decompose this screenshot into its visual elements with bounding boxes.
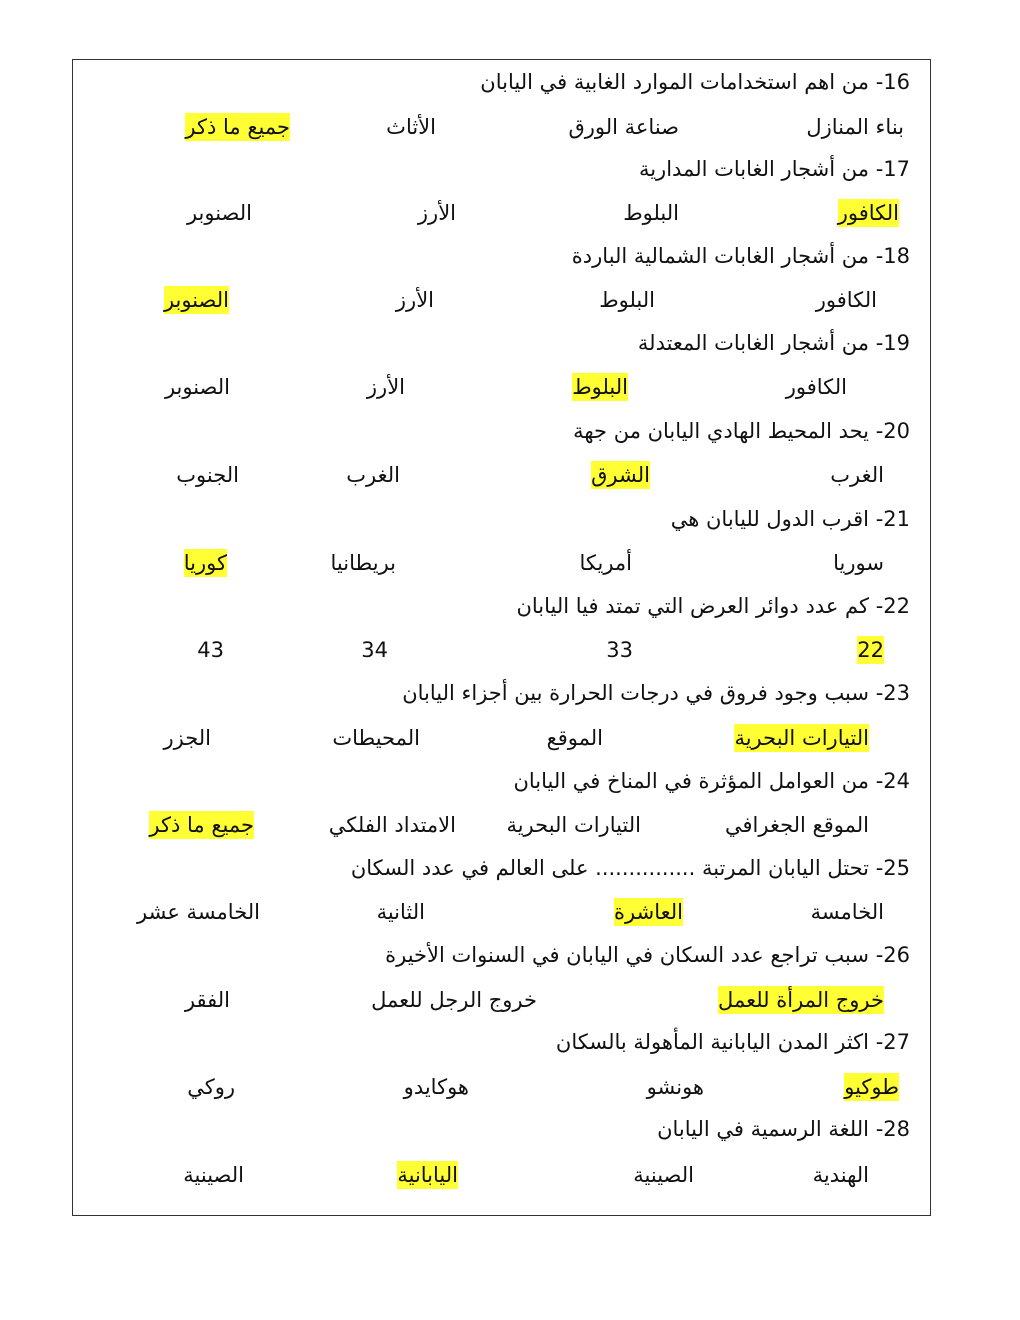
question-16 — [480, 67, 910, 97]
question-24 — [513, 766, 910, 796]
question-number: 20- — [875, 419, 910, 443]
answer-option: الجنوب — [176, 463, 239, 487]
question-number: 24- — [875, 769, 910, 793]
question-28 — [657, 1114, 910, 1144]
question-number: 16- — [875, 70, 910, 94]
question-17 — [639, 154, 910, 184]
answer-option: خروج الرجل للعمل — [371, 988, 537, 1012]
answer-option: 34 — [361, 638, 388, 662]
answer-option: روكي — [187, 1075, 235, 1099]
question-number: 26- — [875, 943, 910, 967]
answer-option: 43 — [197, 638, 224, 662]
question-26 — [385, 940, 910, 970]
question-number: 19- — [875, 331, 910, 355]
question-23 — [402, 678, 910, 708]
question-number: 27- — [875, 1030, 910, 1054]
answer-option: البلوط — [623, 201, 679, 225]
answer-option: الهندية — [812, 1163, 869, 1187]
question-text: اقرب الدول لليابان هي — [670, 507, 869, 531]
answer-option: بريطانيا — [330, 551, 396, 575]
question-text: من العوامل المؤثرة في المناخ في اليابان — [513, 769, 869, 793]
question-25 — [351, 853, 910, 883]
question-text: سبب وجود فروق في درجات الحرارة بين أجزاء اليابان — [402, 681, 869, 705]
question-22 — [516, 591, 910, 621]
answer-option: الموقع — [546, 726, 603, 750]
answer-option: المحيطات — [332, 726, 420, 750]
answer-option: الصنوبر — [186, 201, 252, 225]
answer-option-highlighted: جميع ما ذكر — [149, 813, 254, 837]
answer-option-highlighted: كوريا — [183, 551, 227, 575]
answer-option: التيارات البحرية — [506, 813, 641, 837]
answer-option: الأرز — [366, 375, 405, 399]
question-text: يحد المحيط الهادي اليابان من جهة — [573, 419, 869, 443]
answer-option: صناعة الورق — [568, 115, 679, 139]
question-text: اللغة الرسمية في اليابان — [657, 1117, 869, 1141]
answer-option: الخامسة عشر — [137, 900, 260, 924]
question-20 — [573, 416, 910, 446]
answer-option: الصينية — [183, 1163, 244, 1187]
question-number: 21- — [875, 507, 910, 531]
answer-option: الغرب — [830, 463, 884, 487]
answer-option-highlighted: 22 — [857, 638, 884, 662]
question-21 — [671, 504, 910, 534]
answer-option: الجزر — [163, 726, 211, 750]
question-27 — [556, 1027, 910, 1057]
question-number: 22- — [875, 594, 910, 618]
answer-option: هونشو — [646, 1075, 704, 1099]
question-text: تحتل اليابان المرتبة ............... على العالم في عدد السكان — [350, 856, 869, 880]
answer-option-highlighted: طوكيو — [844, 1075, 899, 1099]
answer-option: الخامسة — [810, 900, 884, 924]
question-text: من أشجار الغابات المعتدلة — [637, 331, 869, 355]
answer-option: البلوط — [599, 288, 655, 312]
question-text: سبب تراجع عدد السكان في اليابان في السنوات الأخيرة — [385, 943, 869, 967]
answer-option: سوريا — [833, 551, 884, 575]
answer-option: الغرب — [346, 463, 400, 487]
answer-option-highlighted: اليابانية — [397, 1163, 458, 1187]
answer-option: الأرز — [417, 201, 456, 225]
question-19 — [638, 328, 910, 358]
question-number: 18- — [875, 244, 910, 268]
question-text: اكثر المدن اليابانية المأهولة بالسكان — [555, 1030, 869, 1054]
answer-option: 33 — [606, 638, 633, 662]
answer-option: أمريكا — [579, 551, 632, 575]
answer-option-highlighted: خروج المرأة للعمل — [718, 988, 884, 1012]
question-number: 23- — [875, 681, 910, 705]
answer-option: الكافور — [785, 375, 847, 399]
answer-option: الصينية — [633, 1163, 694, 1187]
question-text: من أشجار الغابات الشمالية الباردة — [571, 244, 869, 268]
answer-option: الثانية — [376, 900, 425, 924]
question-number: 25- — [875, 856, 910, 880]
question-text: كم عدد دوائر العرض التي تمتد فيا اليابان — [516, 594, 869, 618]
answer-option-highlighted: التيارات البحرية — [734, 726, 869, 750]
answer-option: الفقر — [184, 988, 230, 1012]
question-number: 28- — [875, 1117, 910, 1141]
question-number: 17- — [875, 157, 910, 181]
answer-option: الكافور — [815, 288, 877, 312]
answer-option-highlighted: البلوط — [572, 375, 628, 399]
answer-option-highlighted: العاشرة — [614, 900, 683, 924]
answer-option: بناء المنازل — [806, 115, 904, 139]
question-text: من اهم استخدامات الموارد الغابية في اليابان — [480, 70, 869, 94]
answer-option-highlighted: جميع ما ذكر — [185, 115, 290, 139]
answer-option-highlighted: الصنوبر — [163, 288, 229, 312]
answer-option: الصنوبر — [164, 375, 230, 399]
answer-option: الأرز — [395, 288, 434, 312]
answer-option: الامتداد الفلكي — [328, 813, 456, 837]
answer-option: الموقع الجغرافي — [725, 813, 869, 837]
question-18 — [572, 241, 910, 271]
answer-option-highlighted: الشرق — [591, 463, 650, 487]
answer-option: الأثاث — [386, 115, 436, 139]
question-text: من أشجار الغابات المدارية — [638, 157, 869, 181]
answer-option: هوكايدو — [403, 1075, 469, 1099]
answer-option-highlighted: الكافور — [837, 201, 899, 225]
